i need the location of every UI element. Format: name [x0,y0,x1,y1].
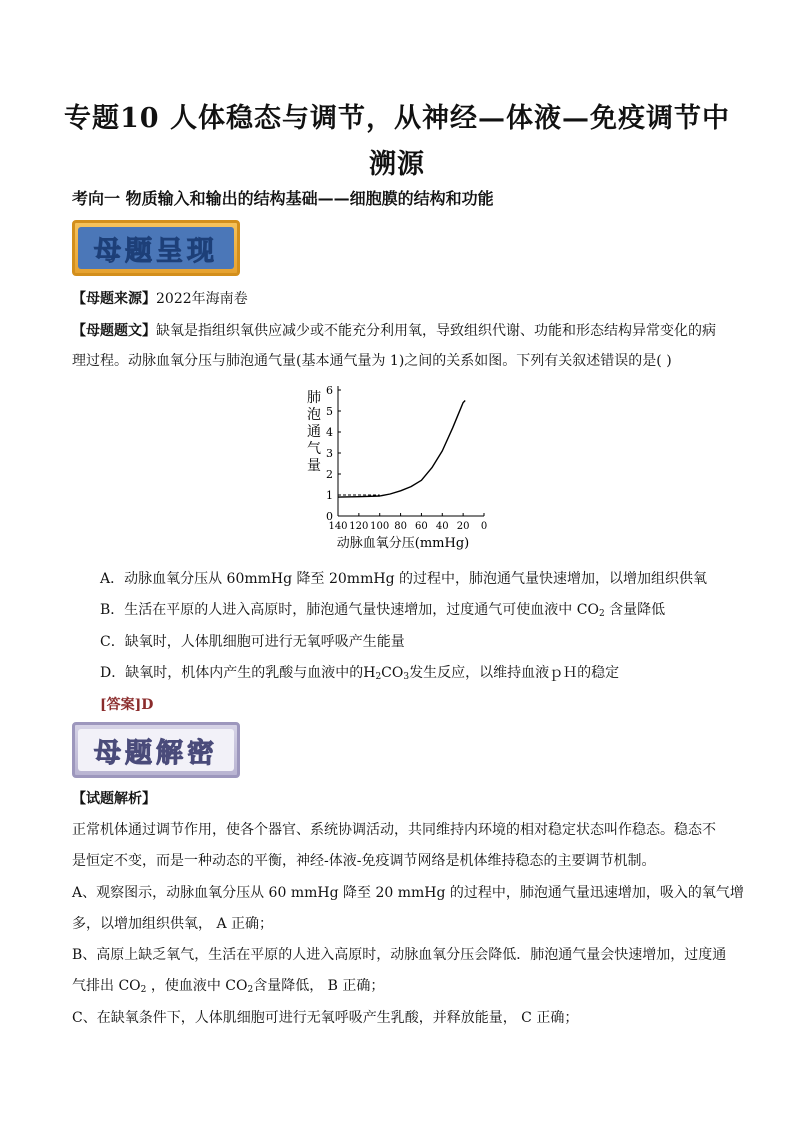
question-label: 【母题题文】 [72,323,156,339]
chart-series-line [338,401,465,498]
analysis-b2-post: 含量降低， B 正确； [253,978,385,994]
chart-y-tick-label: 4 [326,426,333,439]
banner-mother-question [72,220,240,276]
chart-y-tick-label: 6 [326,384,333,397]
analysis-label: 【试题解析】 [72,791,156,807]
option-d-post: 发生反应，以维持血液ｐＨ的稳定 [409,665,620,681]
chart-y-label [307,389,321,474]
chart-x-label: 动脉血氧分压(mmHg) [336,536,470,551]
chart-x-tick-label: 20 [456,521,470,532]
analysis-b2-pre: 气排出 CO [72,978,141,994]
chart-y-tick-label: 3 [326,447,333,460]
chart-y-ticks [326,384,341,523]
option-d-pre: D．缺氧时，机体内产生的乳酸与血液中的H [100,665,376,681]
question-text-1: 缺氧是指组织氧供应减少或不能充分利用氧，导致组织代谢、功能和形态结构异常变化的病 [156,323,716,339]
chart-ventilation [294,382,504,558]
title-line-2: 溯源 [369,149,425,180]
option-d-sub-1: 2 [375,672,382,682]
analysis-p1-line-1: 正常机体通过调节作用，使各个器官、系统协调活动，共同维持内环境的相对稳定状态叫作稳态。稳态不 [72,822,716,838]
chart-x-tick-label: 80 [394,521,407,532]
section-heading: 考向一 物质输入和输出的结构基础——细胞膜的结构和功能 [72,189,494,208]
chart-x-tick-label: 100 [370,521,390,532]
chart-y-label-char: 通 [307,424,321,440]
source-line [72,289,248,309]
option-c: C．缺氧时，人体肌细胞可进行无氧呼吸产生能量 [100,634,405,650]
analysis-b-line-2 [72,976,384,1000]
option-b-post: 含量降低 [604,602,666,618]
chart-y-label-char: 肺 [307,390,321,406]
option-b-pre: B．生活在平原的人进入高原时，肺泡通气量快速增加，过度通气可使血液中 CO [100,602,599,618]
option-d-mid: CO [381,665,404,681]
option-d-sub-2: 3 [403,672,410,682]
banner-mother-analysis-label: 母题解密 [78,729,234,771]
chart-x-tick-label: 140 [328,521,348,532]
chart-y-tick-label: 1 [326,489,333,502]
option-b [100,600,665,624]
chart-x-tick-label: 0 [480,521,488,532]
analysis-a-line-2: 多，以增加组织供氧， A 正确； [72,916,274,932]
source-text: 2022年海南卷 [156,291,248,307]
option-b-sub: 2 [598,609,605,619]
analysis-c-line-1: C、在缺氧条件下，人体肌细胞可进行无氧呼吸产生乳酸，并释放能量， C 正确； [72,1010,579,1026]
chart-y-label-char: 气 [307,441,321,457]
source-label: 【母题来源】 [72,291,156,307]
analysis-b2-mid: ，使血液中 CO [146,978,248,994]
title-line-1: 专题10 人体稳态与调节，从神经—体液—免疫调节中 [64,103,730,134]
chart-y-tick-label: 2 [326,468,333,481]
page-title [60,96,734,188]
banner-mother-analysis [72,722,240,778]
chart-x-tick-label: 40 [435,521,449,532]
question-line-2: 理过程。动脉血氧分压与肺泡通气量(基本通气量为 1)之间的关系如图。下列有关叙述错误的是( ) [72,353,672,369]
analysis-b-line-1: B、高原上缺乏氧气，生活在平原的人进入高原时，动脉血氧分压会降低．肺泡通气量会快速增加，过度通 [72,947,727,963]
chart-y-tick-label: 0 [326,510,333,523]
analysis-p1-line-2: 是恒定不变，而是一种动态的平衡，神经-体液-免疫调节网络是机体维持稳态的主要调节机制。 [72,853,656,869]
banner-mother-question-label: 母题呈现 [78,227,234,269]
chart-y-tick-label: 5 [326,405,333,418]
chart-x-tick-label: 60 [415,521,428,532]
answer: [答案]D [100,697,154,713]
chart-y-label-char: 泡 [307,407,321,423]
option-d [100,663,619,687]
chart-y-label-char: 量 [307,458,321,474]
option-a: A．动脉血氧分压从 60mmHg 降至 20mmHg 的过程中，肺泡通气量快速增加，以增加组织供氧 [100,571,707,587]
analysis-b2-sub-1: 2 [140,985,147,995]
chart-x-tick-label: 120 [349,521,369,532]
chart-series [338,401,465,498]
question-line-1 [72,321,716,341]
analysis-b2-sub-2: 2 [247,985,254,995]
analysis-a-line-1: A、观察图示，动脉血氧分压从 60 mmHg 降至 20 mmHg 的过程中，肺泡通气量迅速增加，吸入的氧气增 [72,885,744,901]
